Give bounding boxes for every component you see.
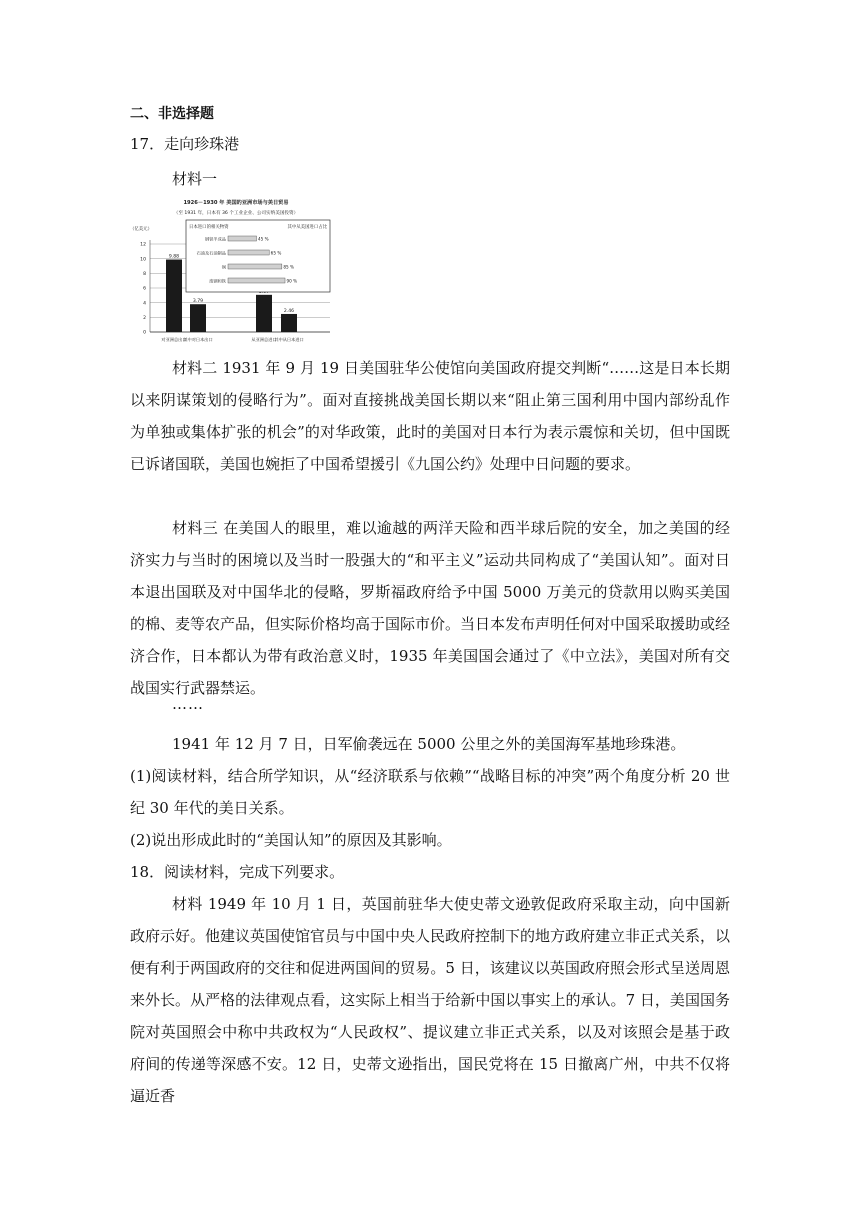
y-tick-label: 0 [143,330,146,336]
trade-chart [130,196,342,346]
inset-pct-label: 65 % [270,250,282,256]
question-17-sub-2: (2)说出形成此时的“美国认知”的原因及其影响。 [130,831,452,849]
inset-bar [228,278,285,283]
data-label: 2.46 [283,308,295,314]
inset-row-label: 钢铁半成品 [205,236,226,242]
y-tick-label: 10 [140,257,146,263]
y-tick-label: 8 [143,271,146,277]
x-tick-label: 从亚洲总进口 [251,337,277,342]
x-tick-label: 其中从日本进口 [274,337,304,342]
inset-pct-label: 85 % [283,264,294,270]
y-axis-label: （亿美元） [130,227,152,232]
question-17-title: 17．走向珍珠港 [130,135,240,153]
inset-header-right: 其中从美国进口占比 [287,225,327,230]
inset-bar [228,250,269,255]
section-title: 二、非选择题 [130,106,214,122]
inset-pct-label: 90 % [286,278,298,284]
y-tick-label: 6 [143,286,146,292]
inset-row-label: 石油及石油制品 [196,250,226,256]
material-3-paragraph: 材料三 在美国人的眼里，难以逾越的两洋天险和西半球后院的安全，加之美国的经济实力与当时的困境以及当时一股强大的“和平主义”运动共同构成了“美国认知”。面对日本退出国联及对中国华北的侵略，罗斯福政府给予中国 5000 万美元的贷款用以购买美国的棉、麦等农产品，但实际价格均高于国际市价。当日本发布声明任何对中国采取援助或经济合作，日本都认为带有政治意义时，1935 年美国国会通过了《中立法》，美国对所有交战国实行武器禁运。 [130,519,731,697]
inset-row-label: 铜 [221,264,226,270]
y-tick-label: 12 [140,242,146,248]
trade-chart-svg [130,196,342,346]
data-label: 3.79 [192,299,204,305]
data-label: 9.88 [168,254,180,260]
bar [281,314,297,332]
bar [166,260,182,332]
inset-row-label: 废钢和铁 [209,278,226,284]
material-1-label: 材料一 [172,170,218,188]
bar [190,304,206,332]
question-17-sub-1: (1)阅读材料，结合所学知识，从“经济联系与依赖”“战略目标的冲突”两个角度分析 20 世纪 30 年代的美日关系。 [130,767,730,817]
chart-subtitle: （至 1931 年，日本有 36 个工业企业、公司实纳美国投资） [173,211,299,216]
y-tick-label: 4 [143,301,146,307]
x-tick-label: 对亚洲总出口 [161,337,187,342]
pearl-harbor-paragraph: 1941 年 12 月 7 日，日军偷袭远在 5000 公里之外的美国海军基地珍珠港。 [172,735,686,753]
chart-title: 1926－1930 年 美国的亚洲市场与美日贸易 [183,200,289,206]
question-18-material: 材料 1949 年 10 月 1 日，英国前驻华大使史蒂文逊敦促政府采取主动，向中国新政府示好。他建议英国使馆官员与中国中央人民政府控制下的地方政府建立非正式关系，以便有利于两国政府的交往和促进两国间的贸易。5 日，该建议以英国政府照会形式呈送周恩来外长。从严格的法律观点看，这实际上相当于给新中国以事实上的承认。7 日，美国国务院对英国照会中称中共政权为“人民政权”、提议建立非正式关系，以及对该照会是基于政府间的传递等深感不安。12 日，史蒂文逊指出，国民党将在 15 日撤离广州，中共不仅将逼近香 [130,895,731,1105]
y-tick-label: 2 [143,315,146,321]
ellipsis: …… [172,695,204,713]
bar [256,295,272,332]
inset-bar [228,264,282,269]
inset-bar [228,236,257,241]
material-2-paragraph: 材料二 1931 年 9 月 19 日美国驻华公使馆向美国政府提交判断“……这是日本长期以来阴谋策划的侵略行为”。面对直接挑战美国长期以来“阻止第三国利用中国内部纷乱作为单独或集体扩张的机会”的对华政策，此时的美国对日本行为表示震惊和关切，但中国既已诉诸国联，美国也婉拒了中国希望援引《九国公约》处理中日问题的要求。 [130,359,730,473]
x-tick-label: 其中对日本出口 [183,337,213,342]
question-18-title: 18．阅读材料，完成下列要求。 [130,863,345,881]
inset-header-left: 日本进口的相关物资 [189,225,229,230]
inset-pct-label: 45 % [258,236,269,242]
